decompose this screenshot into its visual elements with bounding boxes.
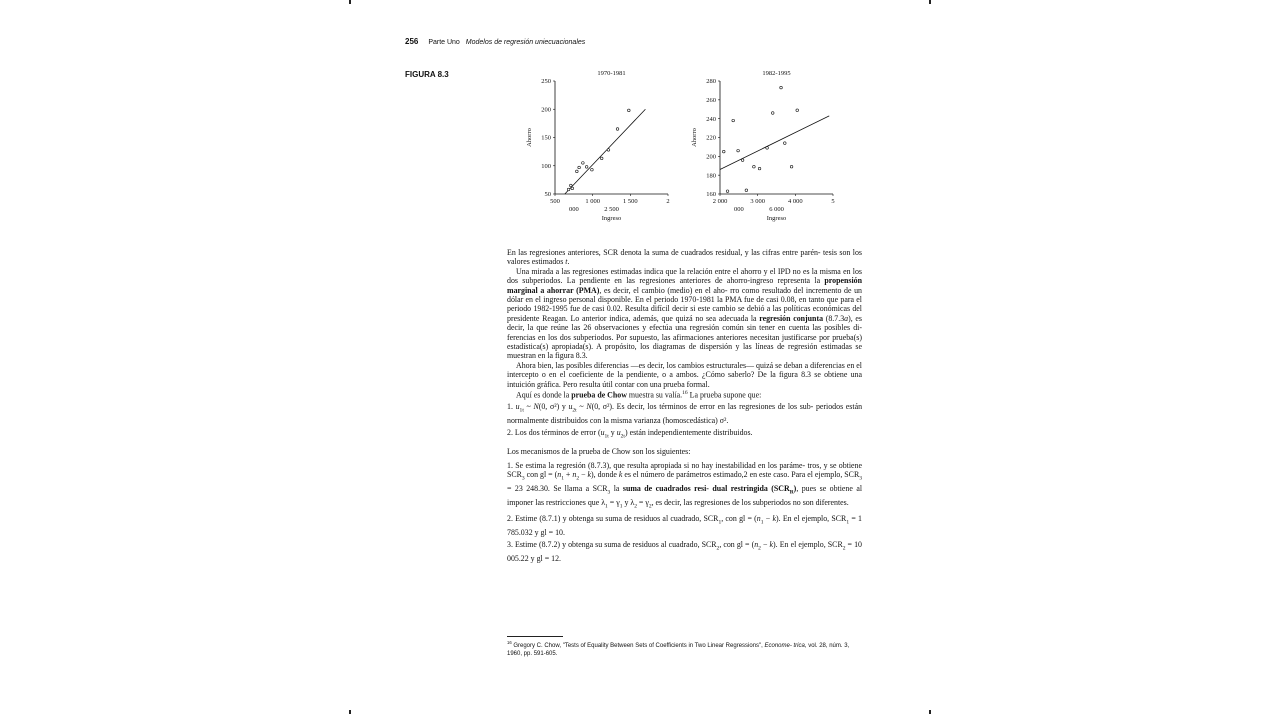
chart-title: 1970-1981 xyxy=(597,70,626,77)
data-point xyxy=(722,150,725,153)
data-point xyxy=(616,128,619,131)
x-tick-label: 1 000 xyxy=(585,198,600,205)
paragraph: Ahora bien, las posibles diferencias —es decir, los cambios estructurales— quizá se deban a diferencias en el intercepto o en el coeficiente de la pendiente, o a ambos. ¿Cómo saberlo? De la figura 8.3 se obtiene una intuición gráfica. Pero resulta útil contar con una prueba formal. xyxy=(507,360,862,389)
data-point xyxy=(745,189,748,192)
step-item: 2. Estime (8.7.1) y obtenga su suma de residuos al cuadrado, $SCR_1$, con gl = $(n_1 - k)$. En el ejemplo, $SCR_1 = 1$ 785.032 y gl = 10. xyxy=(507,514,862,538)
part-label: Parte Uno xyxy=(428,39,460,46)
y-tick-label: 50 xyxy=(544,191,551,199)
data-point xyxy=(753,165,756,168)
crop-mark xyxy=(349,0,351,4)
y-tick-label: 240 xyxy=(706,115,716,123)
x-tick-label: 000 xyxy=(733,206,744,213)
chart-title: 1982-1995 xyxy=(762,70,791,77)
x-axis-label: Ingreso xyxy=(601,215,622,222)
data-point xyxy=(570,184,573,187)
data-point xyxy=(576,170,579,173)
paragraph: Una mirada a las regresiones estimadas indica que la relación entre el ahorro y el IPD no es la misma en los dos subperiodos. La pendiente en las regresiones anteriores de ahorro-ingreso representa la propensión marginal a ahorrar (PMA), es decir, el cambio (medio) en el aho- rro como resultado del incremento de un dólar en el ingreso personal disponible. En el periodo 1970-1981 la PMA fue de casi 0.08, en tanto que para el periodo 1982-1995 fue de casi 0.02. Resulta difícil decir si este cambio se debió a las políticas económicas del presidente Reagan. Lo anterior indica, además, que quizá no sea adecuada la regresión conjunta (8.7.3a), es decir, la que reúne las 26 observaciones y efectúa una regresión común sin tener en cuenta las posibles di- ferencias en los dos subperiodos. Por supuesto, las afirmaciones anteriores necesitan justificarse por prueba(s) estadística(s) apropiada(s). A propósito, los diagramas de dispersión y las líneas de regresión estimadas se muestran en la figura 8.3. xyxy=(507,266,862,361)
data-point xyxy=(758,167,761,170)
y-axis-label: Ahorro xyxy=(526,128,533,147)
data-point xyxy=(741,159,744,162)
y-tick-label: 250 xyxy=(541,78,551,86)
y-tick-label: 220 xyxy=(706,134,716,142)
data-point xyxy=(780,86,783,89)
data-point xyxy=(585,166,588,169)
y-tick-label: 260 xyxy=(706,97,716,105)
x-tick-label: 6 000 xyxy=(769,206,784,213)
step-item: 3. Estime (8.7.2) y obtenga su suma de residuos al cuadrado, $SCR_2$, con gl = $(n_2 - k)$. En el ejemplo, $SCR_2 = 10$ 005.22 y gl = 12. xyxy=(507,539,862,563)
x-axis-label: Ingreso xyxy=(766,215,787,222)
data-point xyxy=(591,168,594,171)
x-tick-label: 2 xyxy=(666,198,670,205)
assumption-item: 2. Los dos términos de error ($u_{1t}$ y $u_{2t}$) están independientemente distribuidos. xyxy=(507,427,753,440)
data-point xyxy=(732,119,735,122)
paragraph: En las regresiones anteriores, SCR denota la suma de cuadrados residual, y las cifras entre parén- tesis son los valores estimados t. xyxy=(507,248,862,267)
data-point xyxy=(783,142,786,145)
y-tick-label: 100 xyxy=(541,162,551,170)
y-tick-label: 160 xyxy=(706,191,716,199)
regression-line xyxy=(565,109,646,194)
crop-mark xyxy=(929,710,931,714)
x-tick-label: 500 xyxy=(550,198,560,205)
x-tick-label: 2 000 xyxy=(712,198,728,205)
chapter-subtitle: Modelos de regresión uniecuacionales xyxy=(465,39,586,46)
running-header xyxy=(405,37,585,46)
y-tick-label: 180 xyxy=(706,172,716,180)
paragraph: Aquí es donde la prueba de Chow muestra su valía.$^{16}$ La prueba supone que: xyxy=(516,390,762,400)
body-text xyxy=(507,248,862,563)
data-point xyxy=(628,109,631,112)
data-point xyxy=(766,147,769,150)
scatter-chart-1970-1981 xyxy=(520,66,680,232)
footnote: $^{16}$ Gregory C. Chow, "Tests of Equality Between Sets of Coefficients in Two Linear Regressions", Econome- trica, vol. 28, núm. 3, 1960, pp. 591-605. xyxy=(507,640,850,657)
paragraph: Los mecanismos de la prueba de Chow son los siguientes: xyxy=(507,446,691,456)
x-tick-label: 5 xyxy=(831,198,835,205)
page-number: 256 xyxy=(405,37,419,46)
data-point xyxy=(567,188,570,191)
data-point xyxy=(796,109,799,112)
crop-mark xyxy=(929,0,931,4)
data-point xyxy=(578,166,581,169)
crop-mark xyxy=(349,710,351,714)
scatter-chart-1982-1995 xyxy=(685,66,850,232)
data-point xyxy=(737,149,740,152)
y-tick-label: 200 xyxy=(706,153,716,161)
step-item: 1. Se estima la regresión (8.7.3), que resulta apropiada si no hay inestabilidad en los paráme- tros, y se obtiene $SCR_3$ con gl = $(n_1 + n_2 - k)$, donde k es el número de parámetros estimado,2 en este caso. Para el ejemplo, $SCR_3 = 23$ 248.30. Se llama a $SCR_3$ la suma de cuadrados resi- dual restringida $(SCR_R)$, pues se obtiene al imponer las restricciones que $\lambda_1 = \gamma_1$ y $\lambda_2 = \gamma_2$, es decir, las regresiones de los subperiodos no son diferentes. xyxy=(507,460,863,510)
regression-line xyxy=(720,116,829,170)
x-tick-label: 4 000 xyxy=(788,198,803,205)
y-tick-label: 150 xyxy=(541,134,551,142)
x-tick-label: 3 000 xyxy=(750,198,765,205)
data-point xyxy=(607,149,610,152)
x-tick-label: 000 xyxy=(568,206,579,213)
figure-label: FIGURA 8.3 xyxy=(405,70,449,79)
y-tick-label: 280 xyxy=(706,78,716,86)
x-tick-label: 2 500 xyxy=(604,206,619,213)
x-tick-label: 1 500 xyxy=(623,198,638,205)
data-point xyxy=(582,162,585,165)
y-tick-label: 200 xyxy=(541,106,551,114)
data-point xyxy=(771,112,774,115)
data-point xyxy=(600,157,603,160)
data-point xyxy=(726,190,729,193)
assumption-item: 1. $u_{1t}$ ~ N(0, σ²) y $u_{2t}$ ~ N(0, σ²). Es decir, los términos de error en las regresiones de los sub- periodos están normalmente distribuidos con la misma varianza (homoscedástica) σ². xyxy=(507,402,863,426)
y-axis-label: Ahorro xyxy=(691,128,698,147)
data-point xyxy=(571,187,574,190)
data-point xyxy=(790,165,793,168)
footnote-rule xyxy=(507,636,563,637)
